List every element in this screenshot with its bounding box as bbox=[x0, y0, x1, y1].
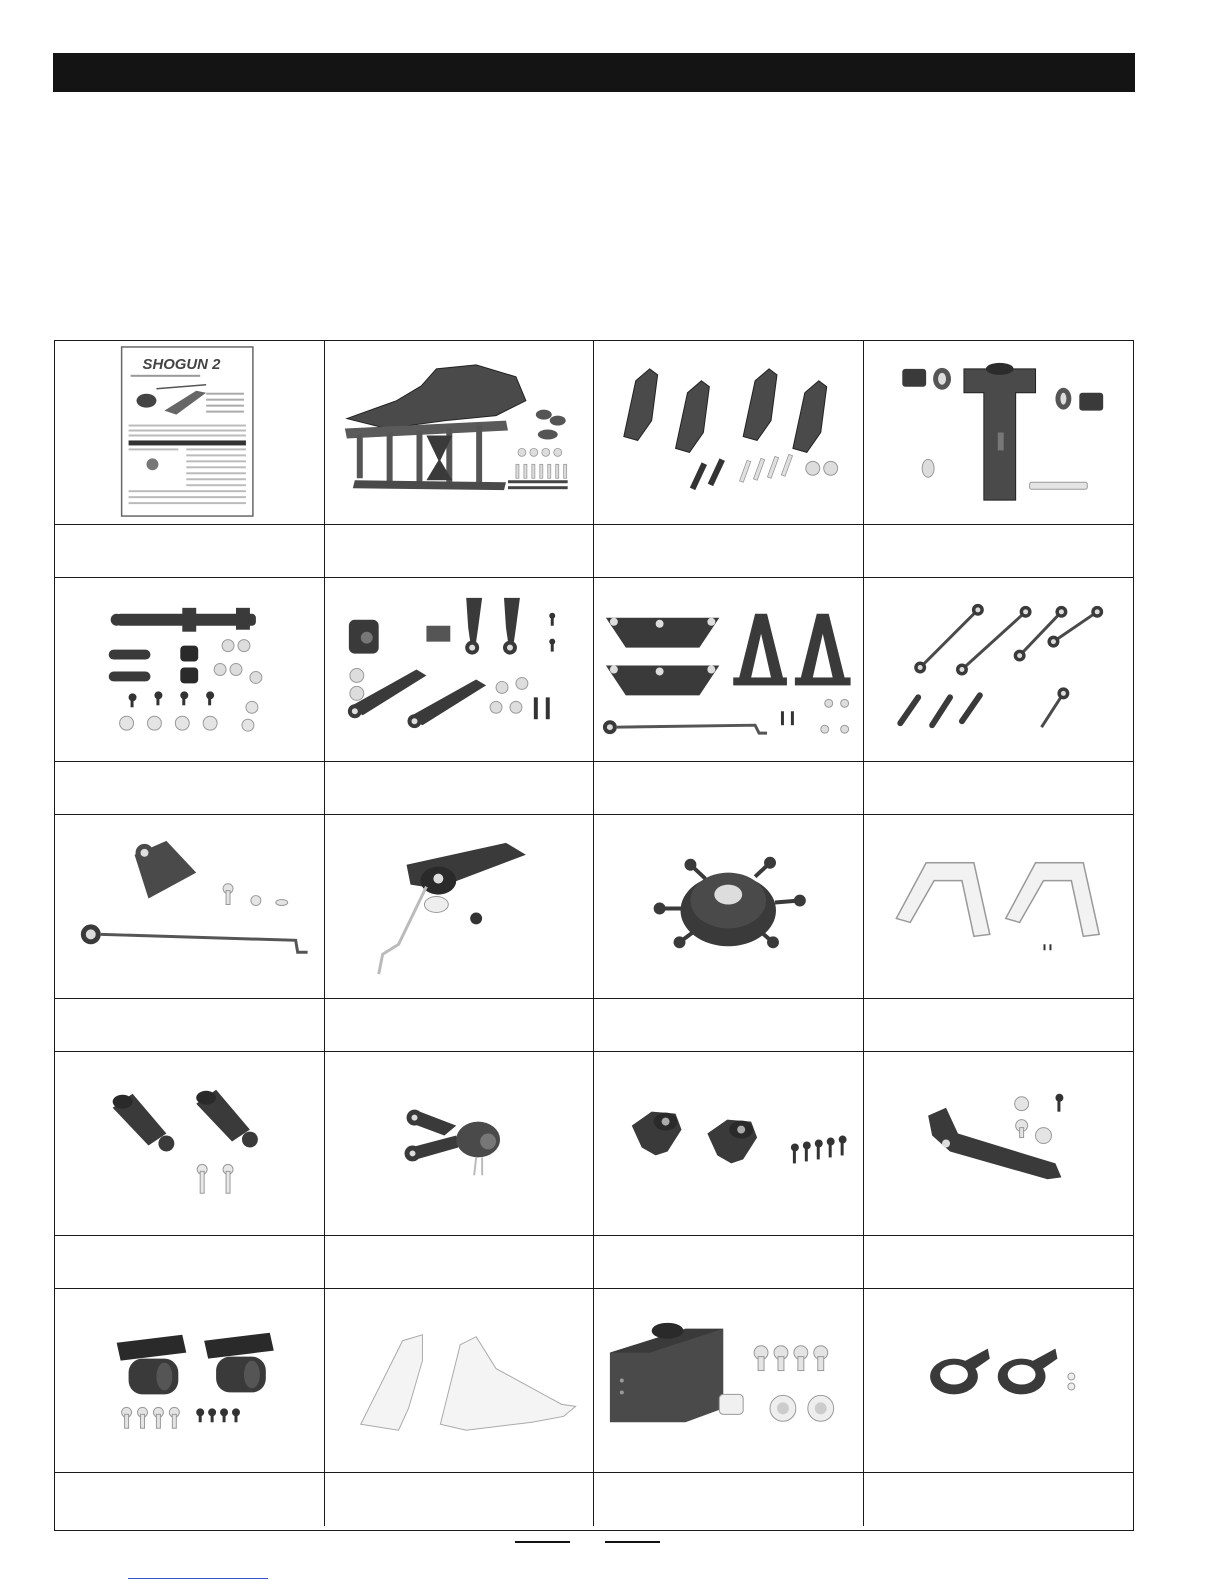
part-label-9 bbox=[55, 999, 325, 1052]
pitch-slider-icon bbox=[325, 1052, 594, 1235]
part-image-19 bbox=[594, 1289, 864, 1473]
manual-cover-title: SHOGUN 2 bbox=[142, 356, 221, 373]
part-image-7 bbox=[594, 578, 864, 762]
part-label-16 bbox=[864, 1236, 1134, 1289]
part-label-17 bbox=[55, 1473, 325, 1526]
footer-rule-left bbox=[515, 1541, 570, 1543]
part-image-8 bbox=[864, 578, 1134, 762]
swashplate-icon bbox=[594, 815, 863, 998]
part-image-4 bbox=[864, 341, 1134, 525]
part-image-13 bbox=[55, 1052, 325, 1236]
servo-mount-icon bbox=[594, 578, 863, 761]
rotor-hub-icon bbox=[864, 341, 1134, 524]
part-image-6 bbox=[325, 578, 595, 762]
part-label-6 bbox=[325, 762, 595, 815]
frame-icon bbox=[325, 341, 594, 524]
section-header-bar bbox=[53, 53, 1135, 92]
part-label-5 bbox=[55, 762, 325, 815]
bearing-block-icon bbox=[55, 1289, 324, 1472]
part-label-7 bbox=[594, 762, 864, 815]
part-image-11 bbox=[594, 815, 864, 999]
part-image-16 bbox=[864, 1052, 1134, 1236]
part-label-13 bbox=[55, 1236, 325, 1289]
tail-case-icon bbox=[594, 1289, 863, 1472]
washout-icon bbox=[325, 578, 594, 761]
part-label-19 bbox=[594, 1473, 864, 1526]
footer-rule-right bbox=[605, 1541, 660, 1543]
part-label-1 bbox=[55, 525, 325, 578]
part-label-3 bbox=[594, 525, 864, 578]
blade-holder-icon bbox=[55, 1052, 324, 1235]
part-image-18 bbox=[325, 1289, 595, 1473]
elevator-lever-icon bbox=[864, 1052, 1134, 1235]
part-label-10 bbox=[325, 999, 595, 1052]
footer-link-underline[interactable] bbox=[128, 1578, 268, 1579]
flybar-arm-icon bbox=[55, 578, 324, 761]
part-label-12 bbox=[864, 999, 1134, 1052]
part-label-14 bbox=[325, 1236, 595, 1289]
part-image-1 bbox=[55, 341, 325, 525]
part-label-15 bbox=[594, 1236, 864, 1289]
landing-gear-icon bbox=[864, 815, 1134, 998]
tail-lever-icon bbox=[325, 815, 594, 998]
part-label-2 bbox=[325, 525, 595, 578]
tail-fin-icon bbox=[325, 1289, 594, 1472]
part-label-20 bbox=[864, 1473, 1134, 1526]
bellcrank-icon bbox=[55, 815, 324, 998]
part-image-14 bbox=[325, 1052, 595, 1236]
boom-clamp-icon bbox=[864, 1289, 1134, 1472]
tail-grip-icon bbox=[594, 1052, 863, 1235]
part-image-5 bbox=[55, 578, 325, 762]
parts-grid bbox=[54, 340, 1134, 1531]
part-label-11 bbox=[594, 999, 864, 1052]
part-image-20 bbox=[864, 1289, 1134, 1473]
part-image-12 bbox=[864, 815, 1134, 999]
part-image-10 bbox=[325, 815, 595, 999]
part-image-17 bbox=[55, 1289, 325, 1473]
linkage-icon bbox=[864, 578, 1134, 761]
blade-grip-icon bbox=[594, 341, 863, 524]
part-image-15 bbox=[594, 1052, 864, 1236]
manual-cover-icon bbox=[55, 341, 324, 524]
part-image-2 bbox=[325, 341, 595, 525]
part-image-9 bbox=[55, 815, 325, 999]
part-label-18 bbox=[325, 1473, 595, 1526]
part-image-3 bbox=[594, 341, 864, 525]
part-label-8 bbox=[864, 762, 1134, 815]
part-label-4 bbox=[864, 525, 1134, 578]
